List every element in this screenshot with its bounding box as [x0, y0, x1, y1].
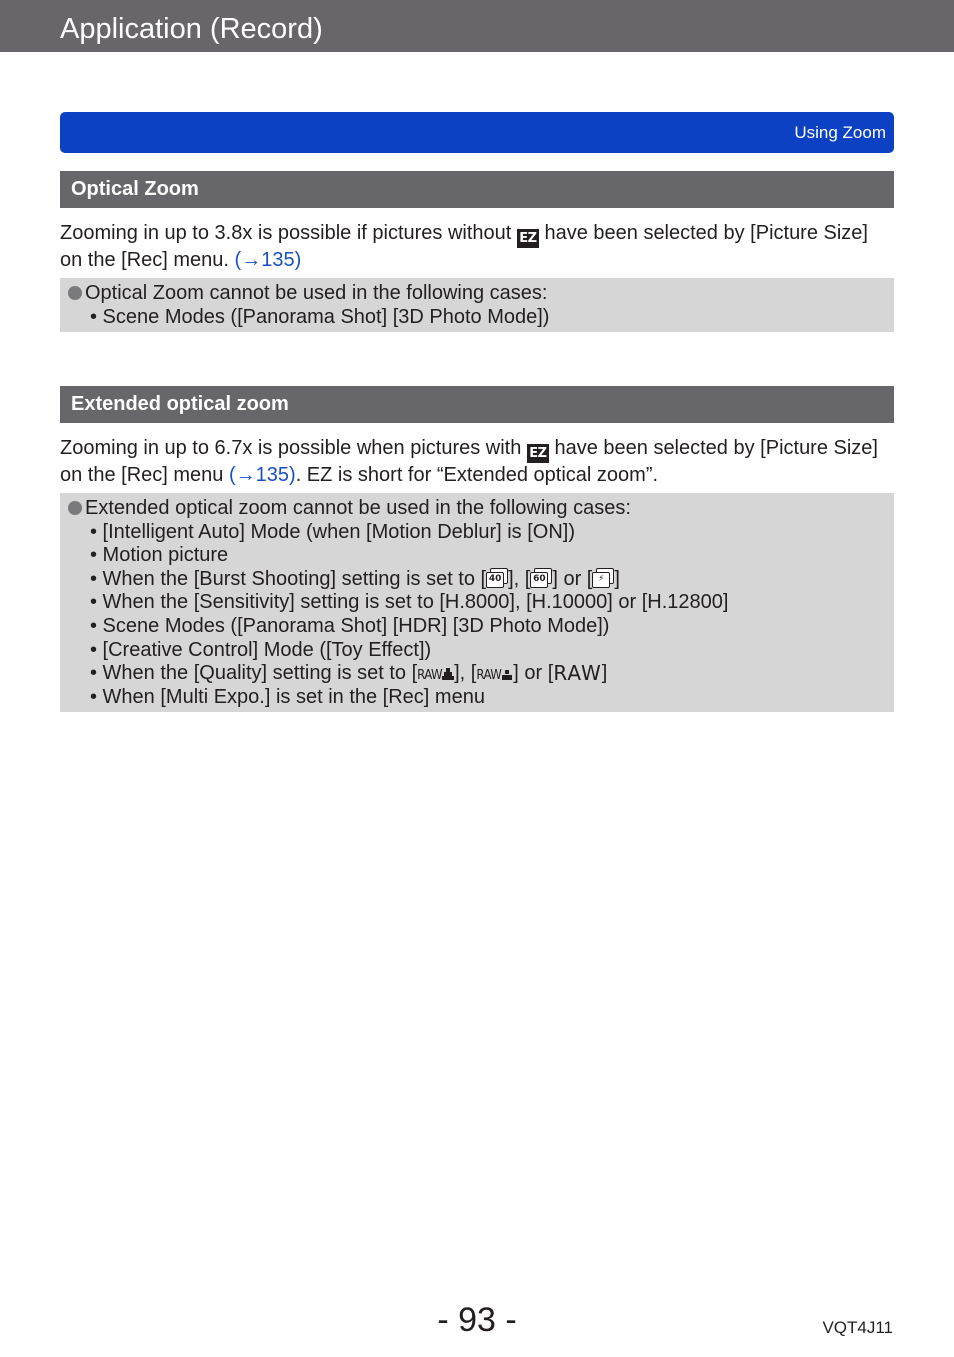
raw-standard-icon: RAW: [476, 667, 513, 685]
extended-zoom-description: [60, 436, 894, 487]
note-lead: Extended optical zoom cannot be used in the following cases:: [68, 497, 894, 521]
extended-zoom-text-c: . EZ is short for “Extended optical zoom”.: [295, 464, 659, 486]
note-item: • Motion picture: [90, 544, 229, 567]
note-item: • Scene Modes ([Panorama Shot] [3D Photo Mode]): [90, 305, 550, 328]
raw-icon: RAW: [553, 661, 602, 686]
section-banner: [60, 112, 894, 153]
extended-zoom-text-b: have been selected by [Picture Size] on the [Rec] menu: [60, 437, 878, 486]
note-item: • When [Multi Expo.] is set in the [Rec] menu: [90, 685, 485, 708]
note-item: • When the [Sensitivity] setting is set to [H.8000], [H.10000] or [H.12800]: [90, 591, 729, 614]
ez-icon: EZ: [527, 444, 549, 463]
burst-60-icon: 60: [530, 568, 552, 588]
note-item: • When the [Burst Shooting] setting is set to [ 40 ], [ 60 ] or [ ⚡ ]: [90, 567, 620, 590]
page-reference-link[interactable]: (→135): [228, 464, 296, 486]
bullet-dot-icon: [68, 501, 82, 515]
note-item: • Scene Modes ([Panorama Shot] [HDR] [3D Photo Mode]): [90, 614, 610, 637]
page-number: - 93 -: [437, 1301, 517, 1339]
top-bar: [0, 0, 954, 52]
chapter-title: Application (Record): [60, 13, 323, 45]
optical-zoom-note: [60, 278, 894, 332]
extended-zoom-text-a: Zooming in up to 6.7x is possible when pictures with: [60, 437, 527, 459]
extended-zoom-note: [60, 493, 894, 712]
page-reference-link[interactable]: (→135): [234, 249, 302, 271]
model-code: VQT4J11: [822, 1318, 893, 1337]
bullet-dot-icon: [68, 286, 82, 300]
note-item: • [Creative Control] Mode ([Toy Effect]): [90, 638, 432, 661]
section-label: Using Zoom: [794, 123, 886, 142]
note-item: • When the [Quality] setting is set to [RAW ], [RAW ] or [RAW]: [90, 661, 608, 686]
optical-zoom-text-a: Zooming in up to 3.8x is possible if pictures without: [60, 222, 517, 244]
note-item: • [Intelligent Auto] Mode (when [Motion Deblur] is [ON]): [90, 520, 575, 543]
burst-flash-icon: ⚡: [592, 568, 614, 588]
optical-zoom-text-b: have been selected by [Picture Size] on the [Rec] menu.: [60, 222, 868, 271]
extended-zoom-heading: Extended optical zoom: [60, 386, 894, 423]
raw-fine-icon: RAW: [417, 667, 454, 685]
burst-40-icon: 40: [486, 568, 508, 588]
ez-icon: EZ: [517, 229, 539, 248]
optical-zoom-description: [60, 221, 894, 272]
optical-zoom-heading: Optical Zoom: [60, 171, 894, 208]
note-lead: Optical Zoom cannot be used in the following cases:: [68, 282, 894, 306]
